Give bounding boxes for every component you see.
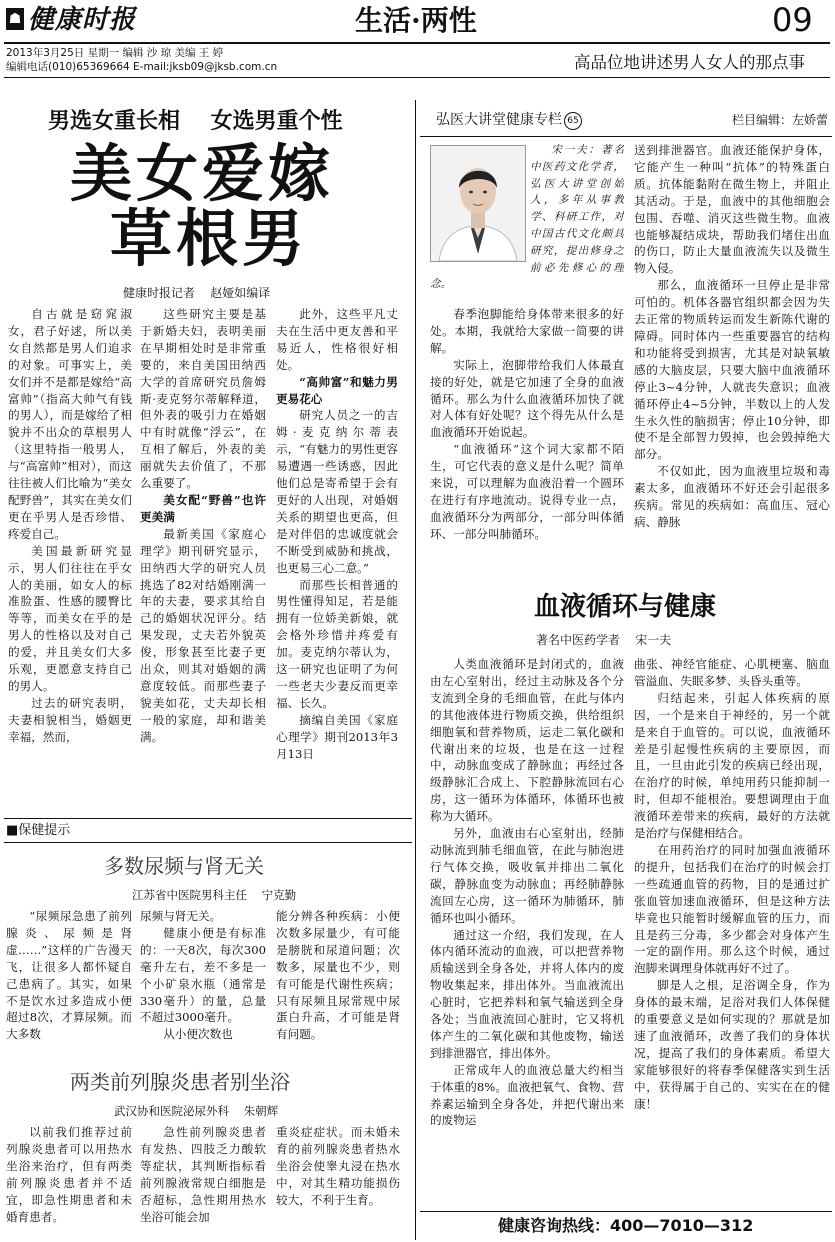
prostatitis-column-2 <box>140 1124 266 1240</box>
prostatitis-column-1 <box>6 1124 132 1240</box>
paragraph: 重炎症症状。而未婚未育的前列腺炎患者热水坐浴会使睾丸浸在热水中，对其生精功能损伤较大，不利于生育。 <box>276 1125 400 1207</box>
main-column-3 <box>276 306 398 812</box>
paragraph: 脚是人之根，足浴调全身，作为身体的最末端，足浴对我们人体保健的重要意义是如何实现的？那就是加速了血液循环，改善了我们的身体状况，提高了我们的身体素质。希望大家能够很好的将春季保健落实到生活中，获得属于自己的、实实在在的健康！ <box>634 978 830 1111</box>
main-headline-line-2: 草根男 <box>110 202 309 275</box>
author-bio <box>430 142 624 292</box>
newspaper-logo: 健康时报 <box>28 5 137 35</box>
paragraph: 送到排泄器官。血液还能保护身体，它能产生一种叫“抗体”的特殊蛋白质。抗体能黏附在微生物上，并阻止其活动。于是，血液中的其他细胞会包围、吞噬、消灭这些微生物。血液也能够凝结成块，帮助我们堵住出血的伤口，防止大量血液流失以及微生物入侵。 <box>634 143 830 276</box>
tips-top-rule <box>4 818 412 819</box>
column-editor: 栏目编辑：左娇蕾 <box>731 113 828 127</box>
subheading: “高帅富”和魅力男更易花心 <box>276 374 398 406</box>
paragraph: 急性前列腺炎患者有发热、四肢乏力酸软等症状，其判断指标看前列腺液常规白细胞是否超标，急性期用热水坐浴可能会加 <box>140 1125 266 1224</box>
paragraph: 正常成年人的血液总量大约相当于体重的8%。血液把氧气、食物、营养素运输到全身各处，并把代谢出来的废物运 <box>430 1062 624 1128</box>
paragraph: 健康小便是有标准的：一天8次，每次300毫升左右，差不多是一个小矿泉水瓶（通常是330毫升）的量，总量不超过3000毫升。 <box>140 925 266 1025</box>
paragraph: 尿频与肾无关。 <box>140 909 222 923</box>
column-text-2 <box>634 142 830 580</box>
column-title-text: 弘医大讲堂健康专栏 <box>436 112 562 128</box>
urination-column-2 <box>140 908 266 1060</box>
main-article-kicker: 男选女重长相 女选男重个性 <box>48 108 343 134</box>
source-note: 摘编自美国《家庭心理学》期刊2013年3月13日 <box>276 712 398 761</box>
prostatitis-article-title: 两类前列腺炎患者别坐浴 <box>70 1070 290 1094</box>
subheading: 美女配“野兽”也许更美满 <box>140 492 266 524</box>
blood-article-title: 血液循环与健康 <box>534 592 717 622</box>
column-header <box>420 106 832 134</box>
paragraph: 这些研究主要是基于新婚夫妇，表明美丽在早期相处时是非常重要的，来自美国田纳西大学的首席研究员詹姆斯·麦克努尔蒂解释道，但外表的吸引力在婚姻中有时就像“浮云”，在互相了解后，外表的美丽就失去价值了，不那么重要了。 <box>140 307 266 491</box>
health-hotline: 健康咨询热线：400—7010—312 <box>498 1216 754 1235</box>
paragraph: 能分辨各种疾病：小便次数多尿量少，有可能是膀胱和尿道问题；次数多，尿量也不少，则有可能是代谢性疾病；只有尿频且尿常规中尿蛋白升高，才可能是肾有问题。 <box>276 909 400 1042</box>
paragraph: 美国最新研究显示，男人们往往在乎女人的美丽，如女人的标准脸蛋、性感的腰臀比等等，而美女在乎的是男人的性格以及对自己的爱，并且美女们大多乐观，更愿意支持自己的男人。 <box>8 543 132 693</box>
bio-text: 宋一夫：著名中医药文化学者，弘医大讲堂创始人，多年从事教学、科研工作，对中国古代文化颇具研究，提出修身之前必先修心的理念。 <box>430 144 624 291</box>
paragraph: 归结起来，引起人体疾病的原因，一个是来自于神经的，另一个就是来自于血管的。可以说，血液循环差是引起慢性疾病的主要原因，而且，一旦由此引发的疾病已经出现，在治疗的时候，单纯用药只能抑制一时，但却不能根治。要想调理由于血液循环差带来的疾病，最好的方法就是治疗与保健相结合。 <box>634 690 830 841</box>
urination-article-byline: 江苏省中医院男科主任 宁克勤 <box>132 888 297 902</box>
paragraph: “血液循环”这个词大家都不陌生，可它代表的意义是什么呢？简单来说，可以理解为血液沿着一个圆环在进行有序地流动。说得专业一点，血液循环分为两部分，一部分叫体循环、一部分叫肺循环。 <box>430 442 624 541</box>
paragraph: 春季泡脚能给身体带来很多的好处。本期，我就给大家做一简要的讲解。 <box>430 307 624 355</box>
paragraph: 自古就是窈窕淑女，君子好逑，所以美女自然都是男人们追求的对象。可事实上，美女们并不是都是嫁给“高富帅”（指高大帅气有钱的男人），而是嫁给了相貌并不出众的草根男人（这里特指一般男人，与“高富帅”相对），而这往往被人们比喻为“美女配野兽”，其实在美女们更在乎男人是否珍惜、疼爱自己。 <box>8 307 132 541</box>
main-headline-line-1: 美女爱嫁 <box>70 137 335 210</box>
date-line: 2013年3月25日 星期一 编辑 沙 琼 美编 王 婷 <box>6 47 224 59</box>
prostatitis-column-3 <box>276 1124 400 1240</box>
column-text-1 <box>430 306 624 580</box>
paragraph: 不仅如此，因为血液里垃圾和毒素太多，血液循环不好还会引起很多疾病。常见的疾病如：高血压、冠心病、静脉 <box>634 464 830 529</box>
paragraph: 另外，血液由右心室射出，经肺动脉流到肺毛细血管，在此与肺泡进行气体交换，吸收氧并排出二氧化碳，静脉血变为动脉血；再经肺静脉流回左心房，这一循环为肺循环，肺循环也叫小循环。 <box>430 826 624 925</box>
paragraph: 此外，这些平凡丈夫在生活中更友善和平易近人，性格很好相处。 <box>276 307 398 372</box>
paragraph: 在用药治疗的同时加强血液循环的提升，包括我们在治疗的时候会打一些疏通血管的药物，目的是通过扩张血管加速血液循环，但是这种方法毕竟也只能暂时缓解血管的压力，而且是药三分毒，多少都会对身体产生一定的副作用。那么这个时候，通过泡脚来调理身体就再好不过了。 <box>634 842 830 976</box>
logo-icon: ☗ <box>6 8 24 30</box>
paragraph: 从小便次数也 <box>163 1027 233 1042</box>
column-header-rule <box>420 136 832 137</box>
tips-label-rule <box>4 842 412 843</box>
paragraph: 最新美国《家庭心理学》期刊研究显示，田纳西大学的研究人员挑选了82对结婚刚满一年的夫妻，要求其给自己的婚姻状况评分。结果发现，丈夫若外貌英俊，形象甚至比妻子更出众，则其对婚姻的满意度较低。而那些妻子貌美如花，丈夫却长相一般的家庭，却和谐美满。 <box>140 526 266 744</box>
masthead <box>0 0 835 78</box>
slogan: 高品位地讲述男人女人的那点事 <box>574 53 805 72</box>
main-column-2 <box>140 306 266 812</box>
paragraph: 曲张、神经官能症、心肌梗塞、脑血管溢血、失眠多梦、头昏头重等。 <box>634 657 830 688</box>
blood-article-byline: 著名中医药学者 宋一夫 <box>536 633 672 647</box>
paragraph: “尿频尿急患了前列腺炎、尿频是肾虚……”这样的广告漫天飞，让很多人都怀疑自己患病了。其实，如果不是饮水过多造成小便超过8次，才算尿频。而大多数 <box>6 909 132 1042</box>
paragraph: 那么，血液循环一旦停止是非常可怕的。机体各器官组织都会因为失去正常的物质转运而发生新陈代谢的障碍。同时体内一些重要器官的结构和功能将受到损害，尤其是对缺氧敏感的大脑皮层，只要大脑中血液循环停止3~4分钟，人就丧失意识；血液循环停止4~5分钟，半数以上的人发生永久性的脑损害；停止10分钟，即使不是全部智力毁掉，也会毁掉绝大部分。 <box>634 278 830 462</box>
page-number: 09 <box>772 1 813 39</box>
masthead-bottom-rule <box>4 77 830 78</box>
tips-section-label: ■保健提示 <box>6 823 71 838</box>
masthead-rule <box>4 42 830 44</box>
paragraph: 研究人员之一的吉姆·麦克纳尔蒂表示，“有魅力的男性更容易遭遇一些诱惑，因此他们总是寄希望于会有更好的人出现，对婚姻关系的期望也更高，但是对伴侣的忠诚度就会不断受到威胁和挑战，也更易三心二意。” <box>276 408 398 575</box>
column-title <box>436 110 582 130</box>
main-column-1 <box>8 306 132 812</box>
paragraph: 人类血液循环是封闭式的，血液由左心室射出，经过主动脉及各个分支流到全身的毛细血管，在此与体内的其他液体进行物质交换，供给组织细胞氧和营养物质，运走二氧化碳和代谢出来的垃圾，也是在这一过程中，动脉血变成了静脉血；再经过各级静脉汇合成上、下腔静脉流回右心房，这一循环为体循环，体循环也被称为大循环。 <box>430 657 624 824</box>
paragraph: 以前我们推荐过前列腺炎患者可以用热水坐浴来治疗，但有两类前列腺炎患者并不适宜，即急性期患者和未婚育患者。 <box>6 1125 132 1224</box>
paragraph: 过去的研究表明，夫妻相貌相当，婚姻更幸福，然而， <box>8 695 132 744</box>
prostatitis-article-byline: 武汉协和医院泌尿外科 朱朝辉 <box>114 1104 279 1118</box>
urination-column-1 <box>6 908 132 1060</box>
hotline-rule <box>420 1211 832 1212</box>
bio-float-spacer <box>430 142 530 260</box>
paragraph: 通过这一介绍，我们发现，在人体内循环流动的血液，可以把营养物质输送到全身各处，并将人体内的废物收集起来，排出体外。当血液流出心脏时，它把养料和氧气输送到全身各处；当血液流回心脏时，它又将机体产生的二氧化碳和其他废物，输送到排泄器官，排出体外。 <box>430 927 624 1060</box>
section-title: 生活·两性 <box>355 4 477 37</box>
issue-number: 65 <box>567 116 579 126</box>
urination-article-title: 多数尿频与肾无关 <box>104 854 264 878</box>
blood-column-1 <box>430 656 624 1206</box>
urination-column-3 <box>276 908 400 1060</box>
issue-number-badge <box>564 112 582 130</box>
main-byline: 健康时报记者 赵娅如编译 <box>123 286 271 300</box>
blood-column-2 <box>634 656 830 1206</box>
paragraph: 而那些长相普通的男性懂得知足，若是能拥有一位娇美新娘，就会格外珍惜并疼爱有加。麦克纳尔蒂认为，这一研究也证明了为何一些老夫少妻反而更幸福、长久。 <box>276 577 398 710</box>
paragraph: 实际上，泡脚带给我们人体最直接的好处，就是它加速了全身的血液循环。那么为什么血液循环加快了就对人体有好处呢？这个得先从什么是血液循环开始说起。 <box>430 357 624 440</box>
page-column-divider <box>415 100 416 1240</box>
contact-line: 编辑电话(010)65369664 E-mail:jksb09@jksb.com.cn <box>6 61 278 73</box>
